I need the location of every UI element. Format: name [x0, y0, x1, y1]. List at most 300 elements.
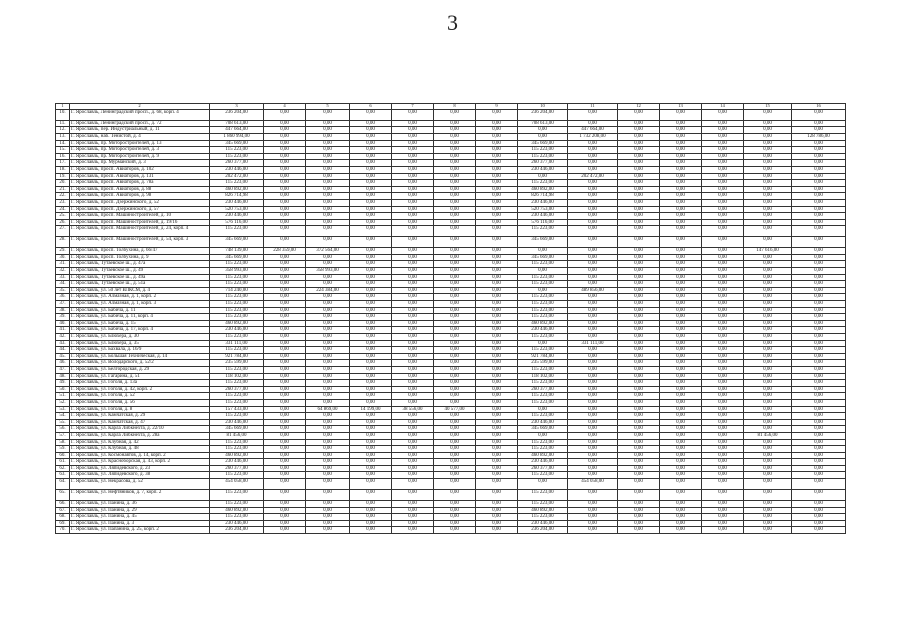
address-cell: Г. Ярославль, ул. Камчатская, д. 29	[70, 413, 210, 420]
column-header: 5	[306, 104, 350, 110]
value-cell: 0,00	[392, 399, 434, 406]
value-cell: 0,00	[306, 274, 350, 281]
address-cell: Г. Ярославль, ул. Алмазная, д. 1, корп. 3	[70, 301, 210, 308]
value-cell: 0,00	[618, 507, 660, 514]
value-cell: 0,00	[744, 327, 792, 334]
value-cell: 0,00	[392, 268, 434, 275]
table-row	[56, 340, 846, 347]
value-cell: 0,00	[306, 261, 350, 268]
value-cell: 0,00	[264, 452, 306, 459]
value-cell: 0,00	[306, 479, 350, 490]
value-cell: 115 223,00	[210, 226, 264, 237]
value-cell: 0,00	[792, 213, 846, 220]
row-number: 15.	[56, 147, 70, 154]
value-cell: 0,00	[264, 199, 306, 206]
table-row	[56, 520, 846, 527]
value-cell: 0,00	[744, 501, 792, 508]
value-cell: 0,00	[744, 514, 792, 521]
table-row	[56, 294, 846, 301]
value-cell: 0,00	[660, 186, 702, 193]
value-cell: 0,00	[568, 501, 618, 508]
address-cell: Г. Ярославль, ул. Гоголя, д. 42, корп. 2	[70, 386, 210, 393]
value-cell: 0,00	[744, 399, 792, 406]
value-cell: 0,00	[568, 360, 618, 367]
address-cell: Г. Ярославль, ул. Володарского, д. 52/2	[70, 360, 210, 367]
value-cell: 0,00	[744, 133, 792, 140]
value-cell: 0,00	[476, 507, 518, 514]
value-cell: 0,00	[434, 213, 476, 220]
table-body	[56, 104, 846, 534]
table-row	[56, 109, 846, 120]
value-cell: 0,00	[660, 386, 702, 393]
value-cell: 0,00	[476, 386, 518, 393]
value-cell: 0,00	[618, 219, 660, 226]
value-cell: 489 856,00	[568, 287, 618, 294]
value-cell: 0,00	[476, 334, 518, 341]
value-cell: 0,00	[744, 520, 792, 527]
value-cell: 0,00	[306, 166, 350, 173]
row-number: 20.	[56, 180, 70, 187]
value-cell: 0,00	[618, 193, 660, 200]
value-cell: 0,00	[476, 459, 518, 466]
value-cell: 0,00	[350, 520, 392, 527]
value-cell: 345 669,00	[518, 237, 568, 248]
value-cell: 0,00	[392, 327, 434, 334]
table-row	[56, 274, 846, 281]
value-cell: 0,00	[392, 237, 434, 248]
value-cell: 0,00	[568, 140, 618, 147]
address-cell: Г. Ярославль, просп. Авиаторов, д. 98	[70, 193, 210, 200]
value-cell: 115 223,00	[210, 393, 264, 400]
value-cell: 0,00	[392, 334, 434, 341]
value-cell: 0,00	[434, 360, 476, 367]
value-cell: 230 446,00	[210, 459, 264, 466]
value-cell: 0,00	[618, 180, 660, 187]
value-cell: 0,00	[306, 294, 350, 301]
value-cell: 115 223,00	[210, 281, 264, 288]
value-cell: 0,00	[392, 254, 434, 261]
value-cell: 0,00	[392, 426, 434, 433]
value-cell: 0,00	[568, 507, 618, 514]
value-cell: 0,00	[476, 180, 518, 187]
value-cell: 0,00	[434, 307, 476, 314]
value-cell: 520 753,00	[518, 206, 568, 213]
value-cell: 447 664,00	[568, 127, 618, 134]
value-cell: 0,00	[792, 514, 846, 521]
address-cell: Г. Ярославль, ул. Панина, д. 45	[70, 514, 210, 521]
value-cell: 0,00	[350, 226, 392, 237]
value-cell: 230 446,00	[210, 327, 264, 334]
value-cell: 0,00	[660, 373, 702, 380]
value-cell: 0,00	[618, 133, 660, 140]
value-cell: 0,00	[476, 360, 518, 367]
value-cell: 0,00	[792, 327, 846, 334]
table-row	[56, 399, 846, 406]
value-cell: 230 446,00	[518, 213, 568, 220]
value-cell: 0,00	[350, 490, 392, 501]
value-cell: 0,00	[702, 413, 744, 420]
value-cell: 0,00	[476, 206, 518, 213]
value-cell: 0,00	[660, 180, 702, 187]
value-cell: 0,00	[392, 133, 434, 140]
value-cell: 0,00	[476, 406, 518, 413]
value-cell: 0,00	[618, 206, 660, 213]
value-cell: 0,00	[264, 353, 306, 360]
address-cell: Г. Ярославль, ул. Карла Либкнехта, д. 28а	[70, 432, 210, 439]
value-cell: 0,00	[792, 406, 846, 413]
row-number: 11.	[56, 120, 70, 127]
value-cell: 0,00	[392, 314, 434, 321]
value-cell: 0,00	[660, 327, 702, 334]
value-cell: 0,00	[568, 254, 618, 261]
value-cell: 260 377,00	[210, 160, 264, 167]
value-cell: 0,00	[660, 520, 702, 527]
value-cell: 0,00	[744, 199, 792, 206]
value-cell: 147 616,00	[744, 248, 792, 255]
value-cell: 0,00	[476, 439, 518, 446]
value-cell: 0,00	[792, 320, 846, 327]
value-cell: 0,00	[434, 219, 476, 226]
value-cell: 0,00	[306, 373, 350, 380]
row-number: 30.	[56, 254, 70, 261]
value-cell: 0,00	[702, 160, 744, 167]
address-cell: Г. Ярославль, просп. Машиностроителей, д. 10	[70, 213, 210, 220]
value-cell: 0,00	[618, 261, 660, 268]
value-cell: 0,00	[660, 320, 702, 327]
value-cell: 0,00	[306, 432, 350, 439]
value-cell: 0,00	[660, 426, 702, 433]
value-cell: 0,00	[350, 373, 392, 380]
value-cell: 0,00	[306, 366, 350, 373]
row-number: 25.	[56, 213, 70, 220]
column-header: 11	[568, 104, 618, 110]
value-cell: 460 892,00	[210, 452, 264, 459]
value-cell: 460 892,00	[210, 320, 264, 327]
value-cell: 235 599,00	[210, 360, 264, 367]
value-cell: 0,00	[702, 472, 744, 479]
value-cell: 0,00	[434, 274, 476, 281]
address-cell: Г. Ярославль, ул. Гоголя, д. 8	[70, 406, 210, 413]
value-cell: 0,00	[306, 327, 350, 334]
value-cell: 0,00	[350, 307, 392, 314]
value-cell: 0,00	[392, 479, 434, 490]
value-cell: 115 223,00	[210, 334, 264, 341]
address-cell: Г. Ярославль, Тутаевское ш., д. 51а	[70, 281, 210, 288]
row-number: 41.	[56, 327, 70, 334]
value-cell: 0,00	[568, 307, 618, 314]
column-header: 2	[70, 104, 210, 110]
value-cell: 115 223,00	[210, 439, 264, 446]
table-row	[56, 439, 846, 446]
row-number: 21.	[56, 186, 70, 193]
value-cell: 0,00	[568, 452, 618, 459]
value-cell: 0,00	[744, 281, 792, 288]
value-cell: 0,00	[264, 294, 306, 301]
value-cell: 0,00	[476, 237, 518, 248]
address-cell: Г. Ярославль, Тутаевское ш., д. 47а	[70, 261, 210, 268]
value-cell: 0,00	[306, 219, 350, 226]
value-cell: 0,00	[306, 127, 350, 134]
value-cell: 115 223,00	[210, 314, 264, 321]
value-cell: 0,00	[434, 393, 476, 400]
value-cell: 0,00	[434, 237, 476, 248]
value-cell: 0,00	[306, 439, 350, 446]
value-cell: 0,00	[434, 490, 476, 501]
value-cell: 0,00	[744, 274, 792, 281]
value-cell: 0,00	[476, 166, 518, 173]
value-cell: 0,00	[618, 120, 660, 127]
value-cell: 0,00	[264, 226, 306, 237]
value-cell: 0,00	[350, 173, 392, 180]
value-cell: 0,00	[476, 301, 518, 308]
value-cell: 0,00	[306, 160, 350, 167]
value-cell: 0,00	[792, 294, 846, 301]
value-cell: 115 223,00	[518, 334, 568, 341]
column-header: 13	[660, 104, 702, 110]
value-cell: 0,00	[306, 501, 350, 508]
value-cell: 0,00	[744, 472, 792, 479]
value-cell: 0,00	[350, 527, 392, 534]
value-cell: 0,00	[476, 127, 518, 134]
value-cell: 0,00	[306, 507, 350, 514]
value-cell: 0,00	[264, 180, 306, 187]
value-cell: 0,00	[792, 261, 846, 268]
value-cell: 0,00	[264, 459, 306, 466]
value-cell: 0,00	[434, 527, 476, 534]
address-cell: Г. Ярославль, пр. Моторостроителей, д. 9	[70, 153, 210, 160]
value-cell: 0,00	[264, 120, 306, 127]
value-cell: 0,00	[702, 347, 744, 354]
row-number: 14.	[56, 140, 70, 147]
value-cell: 0,00	[702, 527, 744, 534]
table-row	[56, 301, 846, 308]
value-cell: 0,00	[660, 334, 702, 341]
value-cell: 115 223,00	[518, 393, 568, 400]
row-number: 39.	[56, 314, 70, 321]
row-number: 17.	[56, 160, 70, 167]
value-cell: 0,00	[392, 347, 434, 354]
value-cell: 0,00	[392, 501, 434, 508]
value-cell: 0,00	[660, 380, 702, 387]
value-cell: 0,00	[618, 380, 660, 387]
value-cell: 0,00	[568, 206, 618, 213]
value-cell: 0,00	[660, 490, 702, 501]
address-cell: Г. Ярославль, ул. Гагарина, д. 51	[70, 373, 210, 380]
value-cell: 0,00	[792, 147, 846, 154]
value-cell: 0,00	[476, 380, 518, 387]
value-cell: 0,00	[350, 160, 392, 167]
value-cell: 115 223,00	[210, 301, 264, 308]
value-cell: 0,00	[702, 153, 744, 160]
value-cell: 0,00	[306, 334, 350, 341]
address-cell: Г. Ярославль, пр. Моторостроителей, д. 13	[70, 140, 210, 147]
value-cell: 0,00	[476, 219, 518, 226]
value-cell: 230 446,00	[518, 419, 568, 426]
value-cell: 0,00	[660, 340, 702, 347]
value-cell: 0,00	[702, 507, 744, 514]
value-cell: 0,00	[434, 432, 476, 439]
value-cell: 0,00	[618, 274, 660, 281]
row-number: 47.	[56, 366, 70, 373]
value-cell: 230 446,00	[210, 199, 264, 206]
value-cell: 0,00	[392, 490, 434, 501]
value-cell: 0,00	[434, 327, 476, 334]
value-cell: 0,00	[434, 160, 476, 167]
column-header: 4	[264, 104, 306, 110]
value-cell: 0,00	[568, 432, 618, 439]
value-cell: 0,00	[792, 419, 846, 426]
value-cell: 0,00	[476, 366, 518, 373]
value-cell: 0,00	[568, 294, 618, 301]
value-cell: 0,00	[392, 287, 434, 294]
table-row	[56, 366, 846, 373]
value-cell: 0,00	[350, 413, 392, 420]
value-cell: 826 714,98	[518, 193, 568, 200]
table-row	[56, 452, 846, 459]
value-cell: 0,00	[702, 353, 744, 360]
value-cell: 0,00	[660, 347, 702, 354]
value-cell: 0,00	[568, 213, 618, 220]
value-cell: 0,00	[618, 393, 660, 400]
value-cell: 0,00	[306, 213, 350, 220]
row-number: 69.	[56, 520, 70, 527]
value-cell: 115 223,00	[210, 180, 264, 187]
row-number: 62.	[56, 465, 70, 472]
value-cell: 0,00	[434, 439, 476, 446]
value-cell: 0,00	[618, 527, 660, 534]
value-cell: 0,00	[518, 133, 568, 140]
value-cell: 0,00	[568, 373, 618, 380]
table-row	[56, 213, 846, 220]
value-cell: 0,00	[702, 459, 744, 466]
value-cell: 0,00	[618, 459, 660, 466]
value-cell: 0,00	[744, 213, 792, 220]
value-cell: 0,00	[434, 287, 476, 294]
value-cell: 0,00	[392, 219, 434, 226]
value-cell: 0,00	[476, 514, 518, 521]
value-cell: 0,00	[618, 307, 660, 314]
value-cell: 0,00	[702, 340, 744, 347]
value-cell: 0,00	[350, 314, 392, 321]
value-cell: 0,00	[476, 340, 518, 347]
value-cell: 0,00	[792, 120, 846, 127]
value-cell: 0,00	[660, 501, 702, 508]
value-cell: 0,00	[264, 206, 306, 213]
value-cell: 576 116,00	[210, 219, 264, 226]
address-cell: Г. Ярославль, ул. Некрасова, д. 52	[70, 479, 210, 490]
value-cell: 0,00	[792, 501, 846, 508]
value-cell: 0,00	[618, 153, 660, 160]
row-number: 56.	[56, 426, 70, 433]
value-cell: 0,00	[350, 301, 392, 308]
value-cell: 0,00	[350, 380, 392, 387]
value-cell: 0,00	[744, 353, 792, 360]
value-cell: 0,00	[306, 153, 350, 160]
value-cell: 0,00	[392, 366, 434, 373]
value-cell: 0,00	[618, 248, 660, 255]
value-cell: 0,00	[792, 281, 846, 288]
value-cell: 0,00	[660, 399, 702, 406]
value-cell: 0,00	[434, 380, 476, 387]
table-row	[56, 380, 846, 387]
value-cell: 0,00	[744, 147, 792, 154]
row-number: 29.	[56, 248, 70, 255]
value-cell: 372 564,00	[306, 248, 350, 255]
value-cell: 0,00	[306, 193, 350, 200]
page-number: 3	[447, 10, 458, 35]
value-cell: 0,00	[618, 353, 660, 360]
address-cell: Г. Ярославль, ул. Панина, д. 3	[70, 520, 210, 527]
row-number: 54.	[56, 413, 70, 420]
value-cell: 0,00	[264, 366, 306, 373]
value-cell: 0,00	[476, 120, 518, 127]
value-cell: 0,00	[434, 166, 476, 173]
row-number: 27.	[56, 226, 70, 237]
address-cell: Г. Ярославль, ул. Клубная, д. 48	[70, 446, 210, 453]
value-cell: 0,00	[392, 446, 434, 453]
value-cell: 0,00	[568, 219, 618, 226]
value-cell: 0,00	[792, 353, 846, 360]
value-cell: 230 446,00	[210, 419, 264, 426]
value-cell: 0,00	[434, 180, 476, 187]
value-cell: 0,00	[306, 353, 350, 360]
table-row	[56, 465, 846, 472]
value-cell: 0,00	[264, 501, 306, 508]
value-cell: 0,00	[434, 153, 476, 160]
value-cell: 0,00	[306, 147, 350, 154]
value-cell: 0,00	[306, 173, 350, 180]
column-header: 1	[56, 104, 70, 110]
value-cell: 0,00	[350, 393, 392, 400]
value-cell: 38 556,00	[392, 406, 434, 413]
row-number: 31.	[56, 261, 70, 268]
value-cell: 0,00	[744, 406, 792, 413]
value-cell: 0,00	[264, 393, 306, 400]
value-cell: 460 892,00	[518, 452, 568, 459]
value-cell: 0,00	[392, 120, 434, 127]
value-cell: 0,00	[392, 472, 434, 479]
value-cell: 0,00	[306, 186, 350, 193]
table-row	[56, 199, 846, 206]
value-cell: 0,00	[518, 479, 568, 490]
row-number: 19.	[56, 173, 70, 180]
value-cell: 0,00	[350, 248, 392, 255]
value-cell: 0,00	[434, 507, 476, 514]
value-cell: 0,00	[434, 127, 476, 134]
value-cell: 0,00	[476, 527, 518, 534]
value-cell: 0,00	[744, 186, 792, 193]
value-cell: 0,00	[660, 307, 702, 314]
value-cell: 0,00	[744, 340, 792, 347]
value-cell: 0,00	[306, 347, 350, 354]
value-cell: 0,00	[476, 109, 518, 120]
value-cell: 0,00	[264, 507, 306, 514]
value-cell: 115 223,00	[518, 514, 568, 521]
value-cell: 708 613,00	[518, 120, 568, 127]
value-cell: 0,00	[618, 360, 660, 367]
value-cell: 0,00	[434, 366, 476, 373]
value-cell: 0,00	[350, 274, 392, 281]
value-cell: 0,00	[476, 353, 518, 360]
value-cell: 0,00	[568, 380, 618, 387]
value-cell: 0,00	[476, 173, 518, 180]
value-cell: 0,00	[350, 254, 392, 261]
value-cell: 0,00	[264, 327, 306, 334]
value-cell: 0,00	[702, 314, 744, 321]
value-cell: 0,00	[518, 127, 568, 134]
address-cell: Г. Ярославль, ул. Нефтяников, д. 7, корп. 2	[70, 490, 210, 501]
row-number: 70.	[56, 527, 70, 534]
